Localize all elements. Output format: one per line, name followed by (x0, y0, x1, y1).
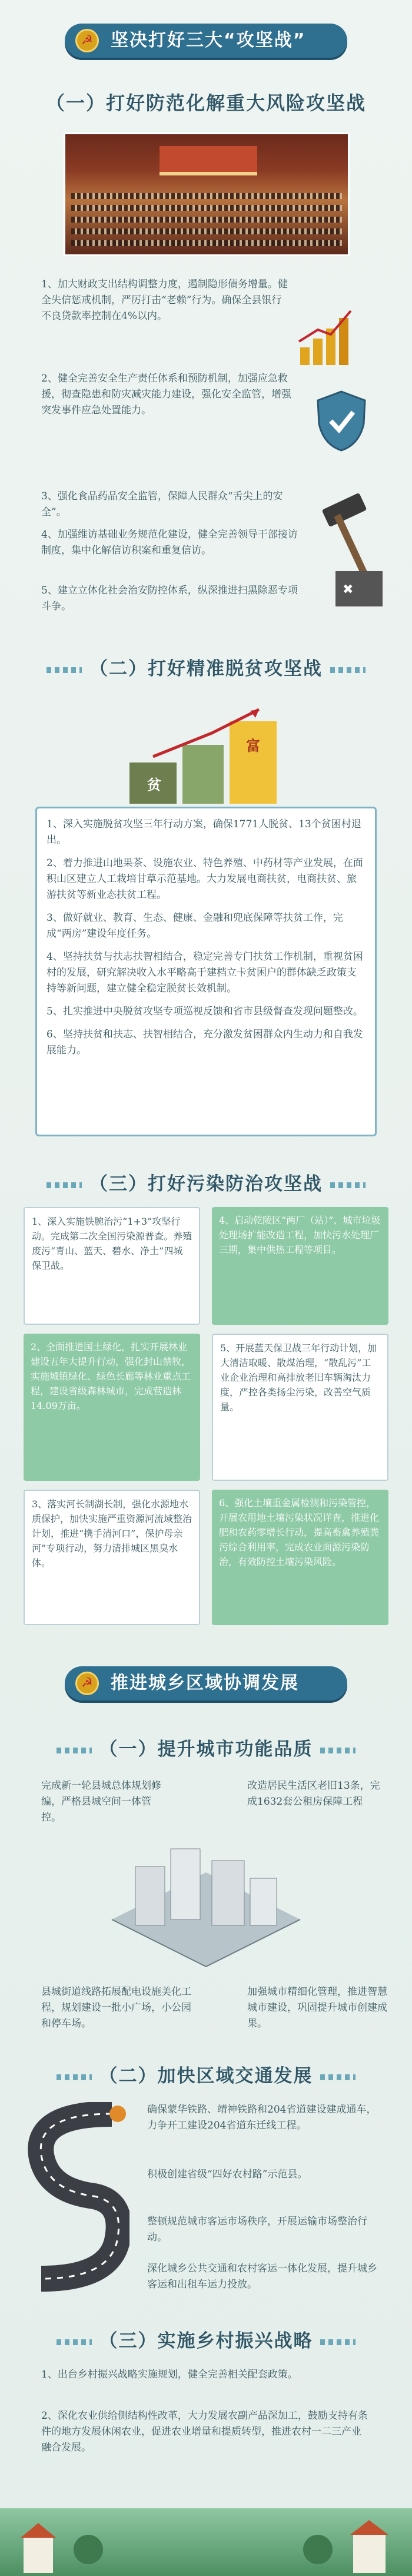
housing-text: 改造居民生活区老旧13条，完成1632套公租房保障工程 (247, 1780, 380, 1808)
pollution-card-5: 5、开展蓝天保卫战三年行动计划，加大清洁取暖、散煤治理，“散乱污”工业企业治理和高排放老旧车辆淘汰力度，严控各类扬尘污染，改善空气质量。 (212, 1334, 388, 1481)
svg-text:✖: ✖ (343, 582, 354, 597)
s2-part3-title: （三）实施乡村振兴战略 (0, 2326, 412, 2352)
part1-item-5: 5、建立立体化社会治安防控体系，纵深推进扫黑除恶专项斗争。 (41, 585, 298, 612)
passenger-market-text: 整顿规范城市客运市场秩序，开展运输市场整治行动。 (147, 2216, 367, 2243)
village-landscape-illustration (0, 2508, 412, 2576)
smart-city-text: 加强城市精细化管理，推进智慧城市建设，巩固提升城市创建成果。 (247, 1986, 387, 2030)
section1-banner-title: 坚决打好三大“攻坚战” (111, 30, 306, 51)
section1-banner (65, 24, 347, 58)
railway-text: 确保蒙华铁路、靖神铁路和204省道建设建成通车，力争开工建设204省道东迁线工程。 (147, 2104, 377, 2131)
city-plan-text: 完成新一轮县城总体规划修编，严格县城空间一体管控。 (41, 1780, 161, 1824)
pollution-card-3: 3、落实河长制湖长制，强化水源地水质保护，加快实施严重资源河流域整治计划，推进“携手清河口”，保护母亲河”专项行动，努力清排城区黑臭水体。 (24, 1490, 200, 1625)
part2-item-2: 2、着力推进山地果茶、设施农业、特色养殖、中药材等产业发展，在面积山区建立人工栽培甘草示范基地。大力发展电商扶贫，电商扶贫、旅游扶贫等新业态扶贫工程。 (46, 857, 363, 901)
rich-label: 富 (246, 738, 260, 754)
part3-title: （三）打好污染防治攻坚战 (0, 1169, 412, 1195)
part2-item-1: 1、深入实施脱贫攻坚三年行动方案，确保1771人脱贫、13个贫困村退出。 (46, 818, 361, 846)
rural-plan-text: 1、出台乡村振兴战略实施规划，健全完善相关配套政策。 (41, 2369, 298, 2381)
agri-reform-text: 2、深化农业供给侧结构性改革，大力发展农副产品深加工，鼓励支持有条件的地方发展休闲农业，促进农业增量和提质转型，推进农村一二三产业融合发展。 (41, 2410, 368, 2454)
shield-icon (312, 389, 371, 453)
part2-item-6: 6、坚持扶贫和扶志、扶智相结合，充分激发贫困群众内生动力和自我发展能力。 (46, 1029, 363, 1056)
part2-item-5: 5、扎实推进中央脱贫攻坚专项巡视反馈和省市县级督查发现问题整改。 (46, 1006, 363, 1017)
road-s-curve-illustration (24, 2102, 129, 2296)
street-lighting-text: 县城街道线路拓展配电设施美化工程，规划建设一批小广场，小公园和停车场。 (41, 1986, 191, 2030)
poor-label: 贫 (147, 777, 161, 793)
podium (160, 146, 257, 175)
part1-item-1: 1、加大财政支出结构调整力度，遏制隐形债务增量。健全失信惩戒机制，严厉打击“老赖”行为。确保全县银行不良贷款率控制在4%以内。 (41, 279, 288, 322)
rural-road-text: 积极创建省级“四好农村路”示范县。 (147, 2169, 308, 2180)
part1-item-4: 4、加强维访基础业务规范化建设，健全完善领导干部接访制度，集中化解信访积案和重复信访。 (41, 529, 298, 556)
party-emblem-icon: ☭ (75, 29, 99, 52)
city-buildings-illustration (100, 1831, 312, 1972)
s2-part1-title: （一）提升城市功能品质 (0, 1734, 412, 1761)
coins-chart-icon (294, 306, 359, 371)
part2-title: （二）打好精准脱贫攻坚战 (0, 654, 412, 680)
part1-item-2: 2、健全完善安全生产责任体系和预防机制，加强应急救援，彻查隐患和防灾减灾能力建设，强化安全监管，增强突发事件应急处置能力。 (41, 373, 291, 416)
section2-banner-title: 推进城乡区域协调发展 (111, 1673, 299, 1693)
conference-hall-image (64, 132, 350, 256)
part2-card (35, 807, 377, 1136)
pollution-card-2: 2、全面推进国土绿化，扎实开展林业建设五年大提升行动，强化封山禁牧，实施城镇绿化、绿色长廊等林业重点工程，建设省级森林城市，完成营造林14.09万亩。 (24, 1334, 200, 1481)
part1-item-3: 3、强化食品药品安全监管，保障人民群众“舌尖上的安全”。 (41, 490, 283, 518)
s2-part2-title: （二）加快区域交通发展 (0, 2061, 412, 2087)
pollution-card-6: 6、强化土壤重金属检测和污染管控，开展农用地土壤污染状况详查，推进化肥和农药零增长行动，提高畜禽养殖粪污综合利用率，完成农业面源污染防治，有效防控土壤污染风险。 (212, 1490, 388, 1625)
pollution-card-4: 4、启动乾陵区“两厂（站）”、城市垃圾处理场扩能改造工程，加快污水处理厂三期，集中供热工程等项目。 (212, 1207, 388, 1325)
part1-title: （一）打好防范化解重大风险攻坚战 (45, 92, 366, 114)
pollution-card-1: 1、深入实施铁腕治污“1+3”攻坚行动。完成第二次全国污染源普查。养殖废污“青山、蓝天、碧水、净土”四城保卫战。 (24, 1207, 200, 1325)
poor-to-rich-stairs-illustration (118, 698, 294, 804)
section2-banner (65, 1666, 347, 1700)
hammer-strike-icon (312, 483, 394, 618)
part2-item-4: 4、坚持扶贫与扶志扶智相结合，稳定完善专门扶贫工作机制，重视贫困村的发展，研究解决收入水平略高于建档立卡贫困户的群体缺乏政策支持等新问题，建立健全稳定脱贫长效机制。 (46, 951, 363, 994)
part2-item-3: 3、做好就业、教育、生态、健康、金融和兜底保障等扶贫工作，完成“两房”建设年度任务。 (46, 912, 343, 940)
public-transit-text: 深化城乡公共交通和农村客运一体化发展，提升城乡客运和出租车运力投放。 (147, 2263, 377, 2290)
party-emblem-icon: ☭ (75, 1672, 99, 1695)
